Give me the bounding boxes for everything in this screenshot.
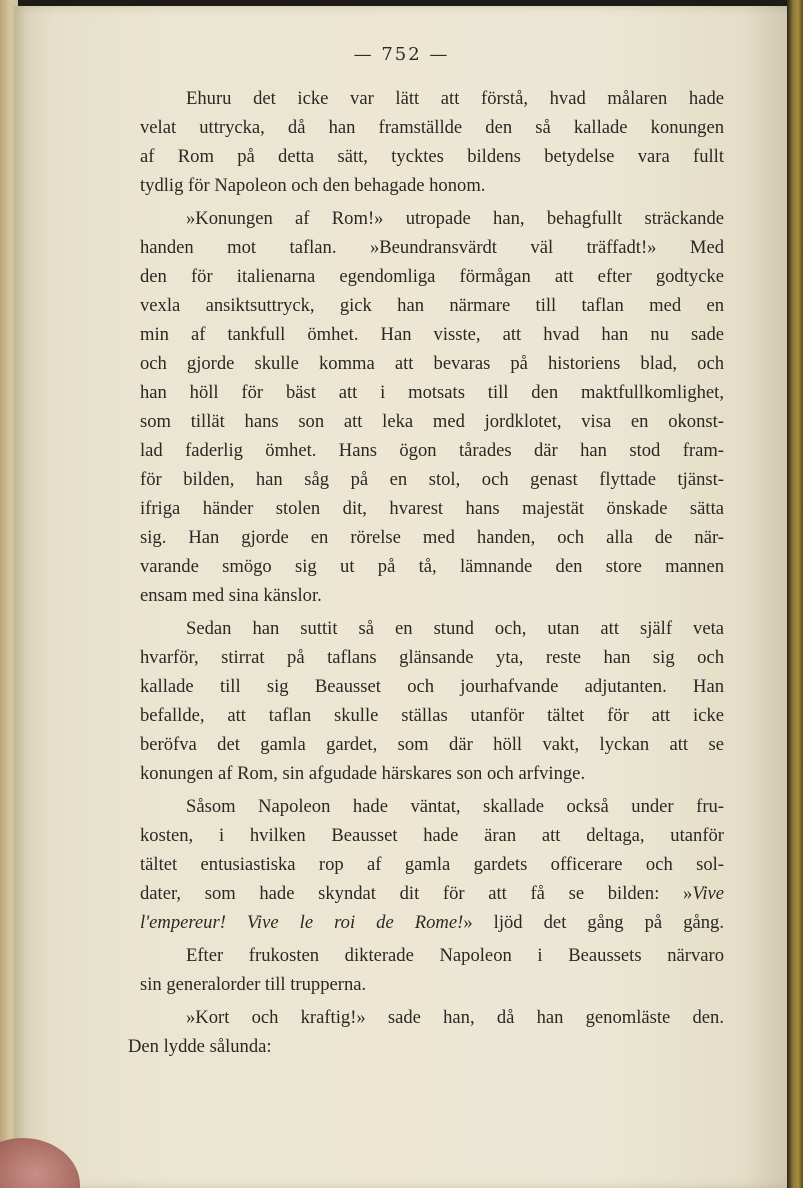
body-text — [128, 84, 724, 1065]
text-line: sin generalorder till trupperna. — [140, 974, 367, 995]
text-line: för bilden, han såg på en stol, och genast flyttade tjänst- — [140, 469, 724, 490]
text-line: ifriga händer stolen dit, hvarest hans majestät önskade sätta — [140, 498, 724, 519]
text-line: sig. Han gjorde en rörelse med handen, och alla de när- — [140, 527, 724, 548]
text-line: beröfva det gamla gardet, som där höll vakt, lyckan att se — [140, 734, 724, 755]
text-line: vexla ansiktsuttryck, gick han närmare till taflan med en — [140, 295, 724, 316]
paragraph-2 — [140, 204, 724, 610]
text-line — [140, 879, 724, 908]
text-line: befallde, att taflan skulle ställas utanför tältet för att icke — [140, 705, 724, 726]
text-line: och gjorde skulle komma att bevaras på historiens blad, och — [140, 353, 724, 374]
text-line: Såsom Napoleon hade väntat, skallade också under fru- — [186, 796, 724, 817]
text-line: Efter frukosten dikterade Napoleon i Beaussets närvaro — [186, 945, 724, 966]
paragraph-3 — [140, 614, 724, 788]
paragraph-5 — [140, 941, 724, 999]
text-segment: » ljöd det gång på gång. — [463, 912, 724, 933]
text-line: »Konungen af Rom!» utropade han, behagfullt sträckande — [186, 208, 724, 229]
text-line: min af tankfull ömhet. Han visste, att hvad han nu sade — [140, 324, 724, 345]
text-line — [140, 908, 724, 937]
text-line: konungen af Rom, sin afgudade härskares son och arfvinge. — [140, 763, 586, 784]
text-line: »Kort och kraftig!» sade han, då han genomläste den. — [186, 1007, 724, 1028]
text-line: hvarför, stirrat på taflans glänsande yta, reste han sig och — [140, 647, 724, 668]
text-line: Ehuru det icke var lätt att förstå, hvad målaren hade — [186, 88, 724, 109]
italic-text: Vive — [692, 883, 724, 904]
book-cover-right-edge — [787, 0, 803, 1188]
text-line: velat uttrycka, då han framställde den så kallade konungen — [140, 117, 724, 138]
text-line: ensam med sina känslor. — [140, 585, 322, 606]
text-line: af Rom på detta sätt, tycktes bildens betydelse vara fullt — [140, 146, 724, 167]
text-line: den för italienarna egendomliga förmågan att efter godtycke — [140, 266, 724, 287]
text-line: lad faderlig ömhet. Hans ögon tårades där han stod fram- — [140, 440, 724, 461]
text-line: varande smögo sig ut på tå, lämnande den store mannen — [140, 556, 724, 577]
text-line: som tillät hans son att leka med jordklotet, visa en okonst- — [140, 411, 724, 432]
paragraph-4 — [140, 792, 724, 937]
text-segment: dater, som hade skyndat dit för att få se bilden: » — [140, 883, 693, 904]
page-number: — 752 — — [353, 44, 450, 65]
paragraph-1 — [140, 84, 724, 200]
text-line: Den lydde sålunda: — [128, 1036, 272, 1057]
text-line: han höll för bäst att i motsats till den maktfullkomlighet, — [140, 382, 724, 403]
text-line: kallade till sig Beausset och jourhafvande adjutanten. Han — [140, 676, 724, 697]
text-line: tältet entusiastiska rop af gamla gardets officerare och sol- — [140, 854, 724, 875]
text-line: kosten, i hvilken Beausset hade äran att deltaga, utanför — [140, 825, 724, 846]
italic-text: l'empereur! Vive le roi de Rome! — [140, 912, 464, 933]
paragraph-6 — [128, 1003, 724, 1061]
text-line: Sedan han suttit så en stund och, utan att själf veta — [186, 618, 724, 639]
text-line: handen mot taflan. »Beundransvärdt väl träffadt!» Med — [140, 237, 724, 258]
text-line: tydlig för Napoleon och den behagade honom. — [140, 175, 486, 196]
